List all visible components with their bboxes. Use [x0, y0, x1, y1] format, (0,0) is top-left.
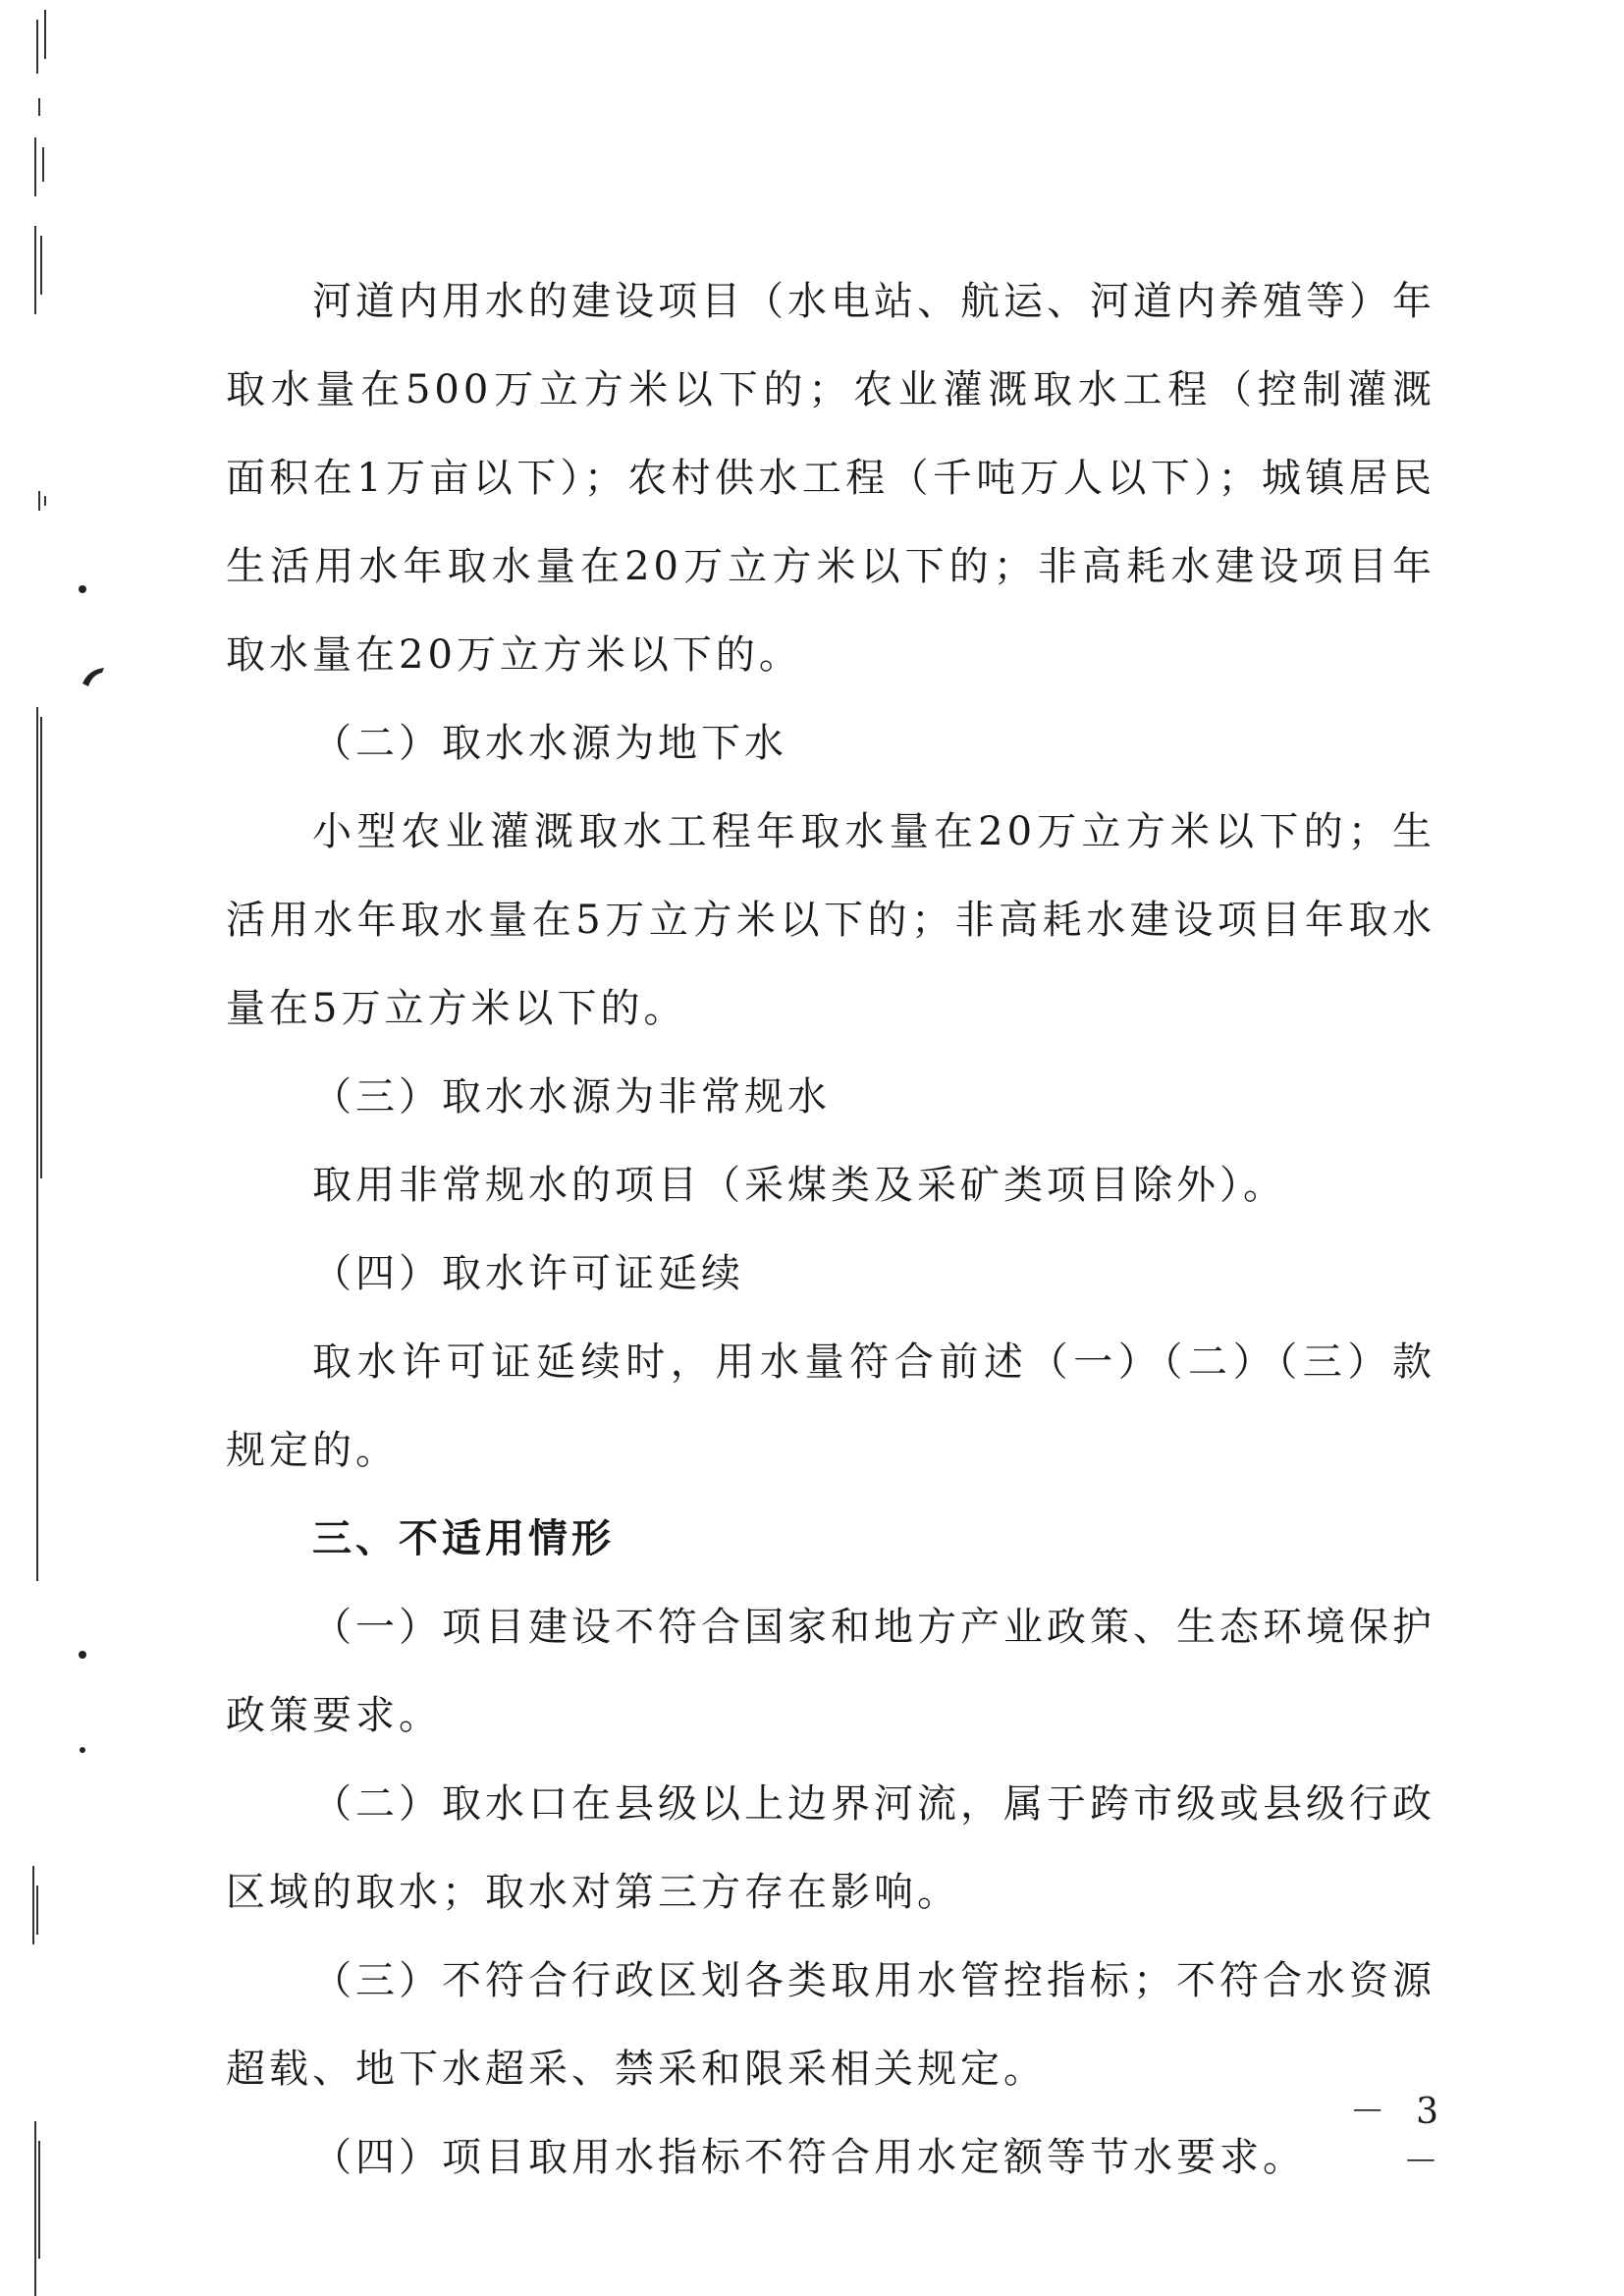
paragraph-unconventional-water-projects: 取用非常规水的项目（采煤类及采矿类项目除外）。 — [312, 1163, 1286, 1208]
paragraph-not-applicable-2: （二）取水口在县级以上边界河流，属于跨市级或县级行政区域的取水；取水对第三方存在影响。 — [226, 1781, 1435, 1915]
subheading-unconventional-water: （三）取水水源为非常规水 — [312, 1074, 831, 1120]
scan-binding-marks — [0, 0, 118, 2296]
subheading-groundwater: （二）取水水源为地下水 — [312, 721, 787, 766]
page-number: － 3 － — [1349, 2092, 1448, 2182]
paragraph-permit-extension: 取水许可证延续时，用水量符合前述（一）（二）（三）款规定的。 — [226, 1339, 1435, 1473]
subheading-permit-extension: （四）取水许可证延续 — [312, 1251, 744, 1296]
paragraph-surface-water-projects: 河道内用水的建设项目（水电站、航运、河道内养殖等）年取水量在500万立方米以下的；农业灌溉取水工程（控制灌溉面积在1万亩以下）；农村供水工程（千吨万人以下）；城镇居民生活用水年取水量在20万立方米以下的；非高耗水建设项目年取水量在20万立方米以下的。 — [226, 279, 1435, 678]
paragraph-not-applicable-3: （三）不符合行政区划各类取用水管控指标；不符合水资源超载、地下水超采、禁采和限采相关规定。 — [226, 1958, 1435, 2092]
paragraph-groundwater-projects: 小型农业灌溉取水工程年取水量在20万立方米以下的；生活用水年取水量在5万立方米以下的；非高耗水建设项目年取水量在5万立方米以下的。 — [226, 809, 1435, 1031]
document-body — [226, 257, 1435, 2202]
section-heading-not-applicable: 三、不适用情形 — [312, 1516, 615, 1561]
paragraph-not-applicable-4: （四）项目取用水指标不符合用水定额等节水要求。 — [312, 2135, 1306, 2180]
paragraph-not-applicable-1: （一）项目建设不符合国家和地方产业政策、生态环境保护政策要求。 — [226, 1605, 1435, 1738]
